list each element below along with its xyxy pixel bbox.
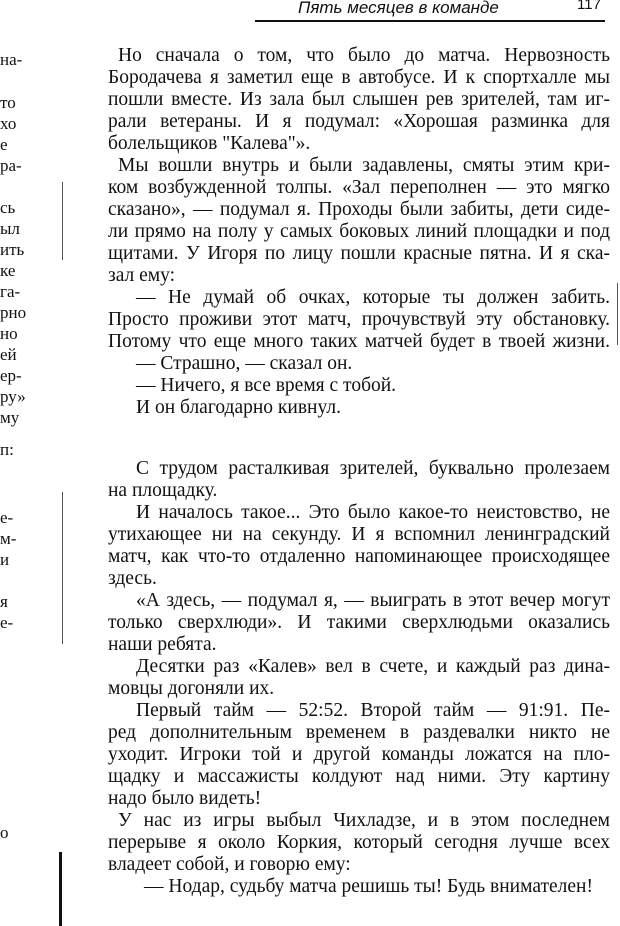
text-line: сказано», — подумал я. Проходы были забиты, дети сиде- bbox=[108, 199, 610, 220]
text-line: И началось такое... Это было какое-то неистовство, не bbox=[136, 502, 610, 523]
margin-fragment: му bbox=[0, 408, 20, 427]
text-line: Мы вошли внутрь и были задавлены, смяты этим кри- bbox=[118, 155, 610, 176]
margin-fragment: сь bbox=[0, 198, 16, 217]
text-line: ли прямо на полу у самых боковых линий площадки и под bbox=[108, 221, 610, 242]
text-line: болельщиков "Калева"». bbox=[108, 133, 311, 154]
text-line: мовцы догоняли их. bbox=[108, 678, 275, 699]
margin-fragment: м- bbox=[0, 529, 17, 548]
text-line: утихающее ни на секунду. И я вспомнил ленинградский bbox=[108, 524, 610, 545]
text-line: щитами. У Игоря по лицу пошли красные пятна. И я ска- bbox=[108, 243, 610, 264]
margin-fragment: на- bbox=[0, 50, 23, 69]
margin-fragment: га- bbox=[0, 282, 21, 301]
header-rule bbox=[255, 20, 605, 22]
text-line: Просто проживи этот матч, прочувствуй эту обстановку. bbox=[108, 309, 610, 330]
margin-fragment: п: bbox=[0, 440, 14, 459]
text-line: — Не думай об очках, которые ты должен забить. bbox=[136, 287, 610, 308]
margin-fragment: ыл bbox=[0, 219, 20, 238]
text-line: щадку и массажисты колдуют над ними. Эту картину bbox=[108, 766, 610, 787]
margin-rule bbox=[59, 852, 62, 926]
text-line: пошли вместе. Из зала был слышен рев зрителей, там иг- bbox=[108, 89, 610, 110]
text-line: — Нодар, судьбу матча решишь ты! Будь внимателен! bbox=[144, 876, 593, 897]
margin-rule bbox=[617, 283, 618, 345]
text-line: матч, как что-то отдаленно напоминающее происходящее bbox=[108, 546, 610, 567]
margin-fragment: ке bbox=[0, 261, 16, 280]
margin-rule bbox=[62, 182, 63, 260]
text-line: Но сначала о том, что было до матча. Нервозность bbox=[118, 45, 610, 66]
left-page-margin bbox=[0, 0, 30, 926]
text-line: уходит. Игроки той и другой команды ложатся на пло- bbox=[108, 744, 610, 765]
margin-fragment: ру» bbox=[0, 387, 26, 406]
margin-fragment: е bbox=[0, 135, 8, 154]
text-line: ком возбужденной толпы. «Зал переполнен — это мягко bbox=[108, 177, 610, 198]
text-line: «А здесь, — подумал я, — выиграть в этот вечер могут bbox=[136, 590, 610, 611]
margin-fragment: е- bbox=[0, 613, 14, 632]
text-line: владеет собой, и говорю ему: bbox=[108, 854, 351, 875]
text-line: здесь. bbox=[108, 568, 157, 589]
margin-fragment: о bbox=[0, 823, 9, 842]
text-line: зал ему: bbox=[108, 265, 176, 286]
margin-fragment: я bbox=[0, 592, 8, 611]
text-line: только сверхлюди». И такими сверхлюдьми оказались bbox=[108, 612, 610, 633]
text-line: Потому что еще много таких матчей будет в твоей жизни. bbox=[108, 331, 610, 352]
text-line: ред дополнительным временем в раздевалки никто не bbox=[108, 722, 610, 743]
margin-fragment: то bbox=[0, 93, 16, 112]
text-line: Десятки раз «Калев» вел в счете, и каждый раз дина- bbox=[136, 656, 610, 677]
margin-fragment: рно bbox=[0, 303, 27, 322]
text-line: — Страшно, — сказал он. bbox=[136, 353, 353, 374]
page-number: 117 bbox=[577, 0, 601, 13]
margin-fragment: но bbox=[0, 324, 18, 343]
margin-fragment: ей bbox=[0, 345, 17, 364]
text-line: — Ничего, я все время с тобой. bbox=[136, 375, 397, 396]
margin-fragment: ер- bbox=[0, 366, 22, 385]
text-line: на площадку. bbox=[108, 480, 218, 501]
text-line: перерыве я около Коркия, который сегодня лучше всех bbox=[108, 832, 610, 853]
text-line: надо было видеть! bbox=[108, 788, 262, 809]
margin-rule bbox=[62, 492, 63, 644]
margin-fragment: е- bbox=[0, 508, 14, 527]
text-line: Бородачева я заметил еще в автобусе. И к спортхалле мы bbox=[108, 67, 610, 88]
text-line: Первый тайм — 52:52. Второй тайм — 91:91. Пе- bbox=[136, 700, 610, 721]
text-line: У нас из игры выбыл Чихладзе, и в этом последнем bbox=[118, 810, 610, 831]
margin-fragment: ить bbox=[0, 240, 25, 259]
margin-fragment: и bbox=[0, 550, 10, 569]
text-line: наши ребята. bbox=[108, 634, 217, 655]
text-line: С трудом расталкивая зрителей, буквально пролезаем bbox=[136, 458, 610, 479]
text-line: И он благодарно кивнул. bbox=[136, 397, 341, 418]
running-title: Пять месяцев в команде bbox=[298, 0, 499, 17]
text-line: рали ветераны. И я подумал: «Хорошая разминка для bbox=[108, 111, 610, 132]
margin-fragment: хо bbox=[0, 114, 17, 133]
margin-fragment: ра- bbox=[0, 156, 22, 175]
